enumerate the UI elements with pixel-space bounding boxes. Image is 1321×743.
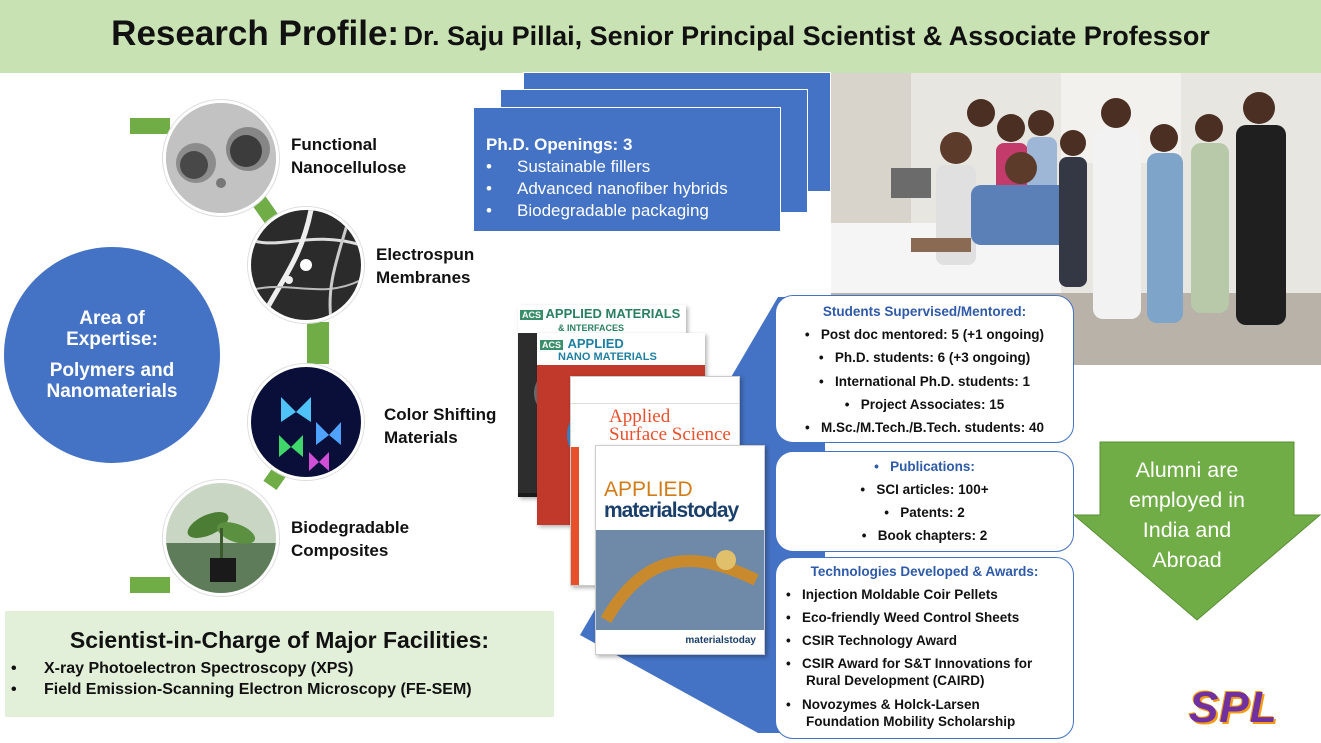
area-label-biodegradable: Biodegradable Composites (291, 518, 410, 560)
facilities-title: Scientist-in-Charge of Major Facilities: (69, 627, 490, 653)
area-label-color-shifting: Color Shifting Materials (384, 405, 497, 447)
students-item: • International Ph.D. students: 1 (818, 374, 1031, 389)
technologies-item: • CSIR Technology Award (786, 633, 958, 648)
journal-cover-acs-applied-nano-materials: ACS APPLIED NANO MATERIALS (537, 333, 705, 525)
area-label-electrospun: Electrospun Membranes (376, 245, 475, 287)
electrospun-fiber-micrograph-icon (248, 207, 364, 323)
expertise-line: Nanomaterials (46, 381, 178, 402)
page-title-main: Research Profile: (111, 14, 400, 53)
technologies-heading: Technologies Developed & Awards: (810, 564, 1039, 579)
area-label-nanocellulose: Functional Nanocellulose (291, 135, 407, 177)
journal-cover-applied-surface-science: Applied Surface Science (570, 376, 740, 586)
connector-arc-1 (130, 118, 170, 134)
students-item: • M.Sc./M.Tech./B.Tech. students: 40 (804, 420, 1045, 435)
technologies-item: • Eco-friendly Weed Control Sheets (786, 610, 1020, 625)
connector-arc-3 (307, 322, 329, 364)
technologies-item: • Novozymes & Holck-Larsen Foundation Mobility Scholarship (786, 697, 1016, 729)
phd-opening-item: • Sustainable fillers (486, 157, 651, 176)
technologies-item: • CSIR Award for S&T Innovations for Rural Development (CAIRD) (786, 656, 1033, 688)
facilities-box (5, 611, 554, 717)
students-item: • Post doc mentored: 5 (+1 ongoing) (804, 327, 1045, 342)
technologies-awards-box (775, 557, 1074, 739)
phd-openings-box (473, 107, 781, 232)
phd-openings-title: Ph.D. Openings: 3 (486, 135, 633, 154)
students-mentored-box (775, 295, 1074, 443)
publications-box (775, 451, 1074, 552)
publications-heading: • Publications: (874, 459, 975, 474)
phd-opening-item: • Advanced nanofiber hybrids (486, 179, 728, 198)
expertise-line: Polymers and (49, 360, 175, 381)
nanocellulose-micrograph-icon (163, 100, 279, 216)
publications-item: • Book chapters: 2 (861, 528, 988, 543)
publications-item: • Patents: 2 (884, 505, 965, 520)
publications-item: • SCI articles: 100+ (860, 482, 989, 497)
students-heading: Students Supervised/Mentored: (822, 304, 1027, 319)
page-title-sub: Dr. Saju Pillai, Senior Principal Scientist & Associate Professor (403, 21, 1210, 51)
spl-logo: SPL (1189, 683, 1278, 732)
facility-item: • X-ray Photoelectron Spectroscopy (XPS) (11, 660, 354, 677)
expertise-line: Area of (79, 308, 145, 329)
phd-opening-item: • Biodegradable packaging (486, 201, 709, 220)
page-title (0, 14, 1321, 54)
journal-cover-applied-materials-today: APPLIED materialstoday materialstoday (595, 445, 765, 655)
potted-plant-icon (163, 480, 279, 596)
students-item: • Ph.D. students: 6 (+3 ongoing) (818, 350, 1031, 365)
glowing-butterflies-icon (248, 364, 364, 480)
alumni-text: Alumni are employed in India and Abroad (1129, 458, 1245, 572)
connector-arc-5 (130, 577, 170, 593)
expertise-line: Expertise: (66, 329, 158, 350)
students-item: • Project Associates: 15 (844, 397, 1005, 412)
journal-cover-acs-applied-materials-interfaces: ACS APPLIED MATERIALS & INTERFACES (518, 305, 686, 497)
technologies-item: • Injection Moldable Coir Pellets (786, 587, 998, 602)
expertise-circle (4, 247, 220, 463)
facility-item: • Field Emission-Scanning Electron Microscopy (FE-SEM) (11, 681, 472, 698)
